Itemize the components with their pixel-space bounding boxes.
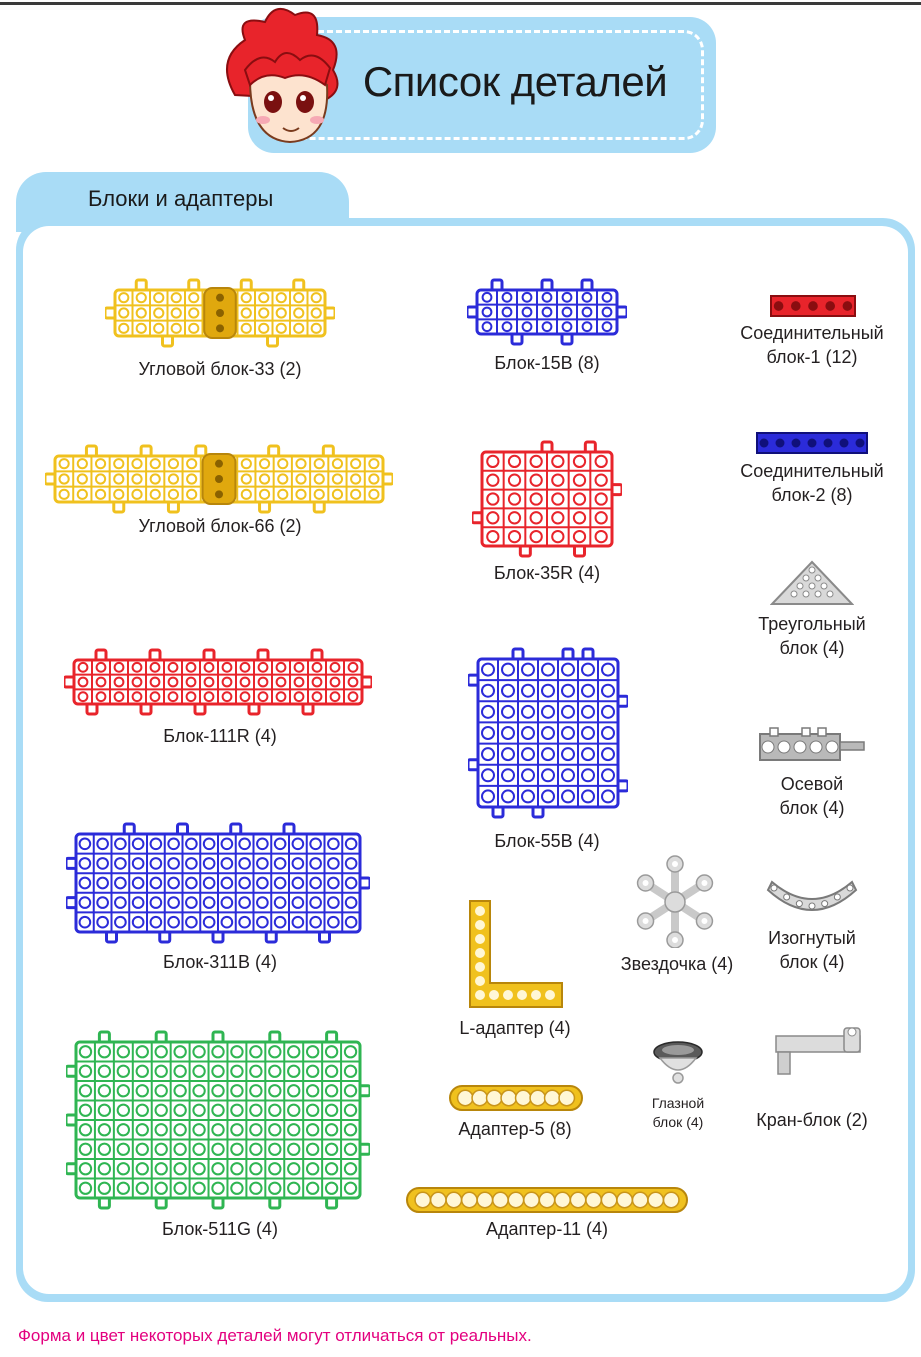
adapter-5-label: Адаптер-5 (8): [458, 1119, 572, 1139]
top-rule: [0, 2, 921, 5]
page-title: Список деталей: [362, 58, 668, 105]
block-511g-image: [66, 1030, 370, 1210]
connector-block-1-image: [770, 294, 856, 318]
axle-block-label-line1: Осевой: [780, 774, 844, 794]
corner-block-66-image: [45, 444, 393, 514]
section-title: Блоки и адаптеры: [88, 186, 274, 211]
corner-block-66-label: Угловой блок-66 (2): [138, 516, 302, 536]
connector-block-1-label-line2: блок-1 (12): [766, 347, 858, 367]
triangle-block-label-line1: Треугольный: [758, 614, 866, 634]
crane-block-label: Кран-блок (2): [756, 1110, 868, 1130]
eye-block-image: [650, 1038, 706, 1086]
eye-block-label-line1: Глазной: [651, 1095, 705, 1111]
block-35r-image: [472, 440, 622, 558]
curved-block-label-line2: блок (4): [779, 952, 845, 972]
axle-block-image: [758, 726, 866, 764]
block-55b-label: Блок-55B (4): [494, 831, 600, 851]
connector-block-1-label-line1: Соединительный: [740, 323, 884, 343]
connector-block-2-label-line1: Соединительный: [740, 461, 884, 481]
crane-block-image: [770, 1022, 862, 1078]
triangle-block-label-line2: блок (4): [779, 638, 845, 658]
block-35r-label: Блок-35R (4): [493, 563, 601, 583]
connector-block-2-image: [756, 431, 868, 455]
l-adapter-image: [464, 897, 566, 1012]
eye-block-label-line2: блок (4): [652, 1114, 704, 1130]
block-511g-label: Блок-511G (4): [162, 1219, 278, 1239]
mascot-icon: [205, 0, 355, 160]
adapter-11-image: [405, 1185, 689, 1215]
star-block-label: Звездочка (4): [620, 954, 734, 974]
block-55b-image: [468, 647, 628, 819]
block-111r-label: Блок-111R (4): [163, 726, 277, 746]
l-adapter-label: L-адаптер (4): [459, 1018, 571, 1038]
axle-block-label-line2: блок (4): [779, 798, 845, 818]
block-15b-image: [467, 278, 627, 346]
footnote: Форма и цвет некоторых деталей могут отличаться от реальных.: [18, 1326, 532, 1345]
block-15b-label: Блок-15B (8): [494, 353, 600, 373]
star-block-image: [632, 852, 718, 948]
triangle-block-image: [770, 560, 854, 606]
curved-block-label-line1: Изогнутый: [768, 928, 856, 948]
connector-block-2-label-line2: блок-2 (8): [771, 485, 853, 505]
curved-block-image: [764, 880, 860, 922]
adapter-5-image: [448, 1083, 584, 1113]
adapter-11-label: Адаптер-11 (4): [485, 1219, 608, 1239]
block-311b-label: Блок-311B (4): [163, 952, 277, 972]
block-111r-image: [64, 648, 372, 716]
corner-block-33-image: [105, 278, 335, 348]
corner-block-33-label: Угловой блок-33 (2): [138, 359, 302, 379]
block-311b-image: [66, 822, 370, 944]
